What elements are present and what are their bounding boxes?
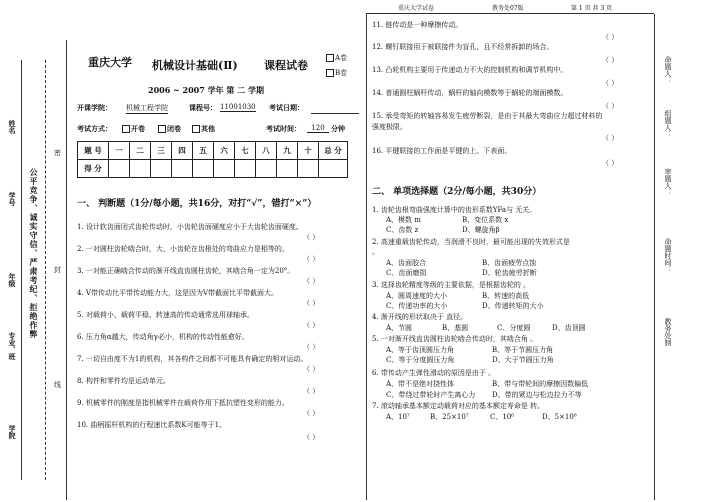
answer-paren: （ ）	[303, 387, 320, 395]
judge-item-9: 9. 机械零件的刚度是指机械零件在载荷作用下抵抗塑性变形的能力。	[77, 399, 289, 407]
judge-item-11: 11. 链传动是一种摩擦传动。	[372, 21, 463, 29]
score-cell[interactable]	[151, 160, 172, 178]
choice-option: D、大于节圆压力角	[492, 356, 554, 364]
score-cell[interactable]	[172, 160, 193, 178]
term: 2006 ~ 2007 学年 第 二 学期	[148, 85, 264, 95]
choice-option: D、传递转矩的大小	[482, 302, 544, 310]
judge-item-4: 4. V带传动比平带传动能力大，这是因为V带截面比平带截面大。	[77, 289, 279, 297]
judge-item-8: 8. 构件和零件均是运动单元。	[77, 377, 170, 385]
answer-paren: （ ）	[303, 277, 320, 285]
major-label: 专业、班	[8, 332, 17, 360]
exam-time-value: 120	[307, 124, 329, 133]
grade-header-cell: 六	[214, 142, 235, 160]
header-school: 重庆大学试卷	[398, 5, 435, 12]
course-name: 机械设计基础(Ⅱ)	[152, 59, 238, 72]
answer-paren: （ ）	[602, 56, 619, 64]
prop-time-label: 命题时间：	[664, 238, 672, 273]
score-cell[interactable]	[277, 160, 298, 178]
school-name: 重庆大学	[88, 56, 132, 69]
choice-option: D、5×10⁶	[542, 413, 577, 421]
dean-office-label: 教务处制	[664, 318, 672, 346]
exam-time-unit: 分钟	[331, 124, 345, 133]
judge-item-10: 10. 曲柄摇杆机构的行程速比系数K可能等于1。	[77, 421, 227, 429]
choice-q2-blank: 。	[372, 248, 379, 256]
answer-paren: （ ）	[303, 321, 320, 329]
course-code-label: 课程号：	[189, 103, 217, 112]
grade-label: 年级	[8, 273, 17, 287]
header-office: 教务处07版	[492, 5, 524, 12]
grade-header-cell: 九	[277, 142, 298, 160]
judge-item-7: 7. 一切自由度不为1的机构，其各构件之间都不可能具有确定的相对运动。	[77, 355, 308, 363]
grade-header-cell: 总 分	[319, 142, 348, 160]
choice-option: C、分度圆	[497, 324, 531, 332]
judge-item-15b: 强度极限。	[372, 123, 407, 131]
grade-header-cell: 七	[235, 142, 256, 160]
auditor-label: 审题人：	[664, 168, 672, 196]
choice-option: A、圆周速度的大小	[386, 292, 448, 300]
answer-paren: （ ）	[303, 365, 320, 373]
grade-header-cell: 题 号	[78, 142, 109, 160]
choice-option: B、基圆	[442, 324, 469, 332]
college-label: 开课学院：	[77, 103, 112, 112]
fold-xian: 线	[54, 381, 61, 389]
choice-q7: 7. 滚动轴承基本额定动载荷对应的基本额定寿命是 转。	[372, 402, 545, 410]
score-cell[interactable]	[193, 160, 214, 178]
mode-other: 其他	[192, 124, 215, 134]
choice-option: B、转速的高低	[482, 292, 530, 300]
paper-a: A卷	[326, 53, 347, 63]
choice-option: C、齿面磨损	[386, 269, 427, 277]
section1-heading: 一、 判断题（1分/每小题，共16分，对打“√”，错打“×”）	[77, 199, 317, 209]
choice-option: A、齿面胶合	[386, 259, 427, 267]
answer-paren: （ ）	[303, 433, 320, 441]
choice-option: B、等于节圆压力角	[492, 346, 554, 354]
answer-paren: （ ）	[303, 299, 320, 307]
choice-option: B、变位系数 x	[462, 216, 509, 224]
answer-paren: （ ）	[602, 134, 619, 142]
choice-option: B、齿面疲劳点蚀	[482, 259, 537, 267]
college-label: 学院	[8, 425, 17, 439]
judge-item-5: 5. 对载荷小、载荷平稳、转速高的传动通常选用球轴承。	[77, 311, 254, 319]
exam-date-label: 考试日期：	[269, 103, 304, 112]
mode-open: 开卷	[122, 124, 145, 134]
fold-mi: 密	[54, 149, 61, 157]
checkbox-icon	[326, 69, 334, 77]
course-code-value: 11001030	[220, 103, 256, 111]
score-cell[interactable]	[109, 160, 130, 178]
answer-paren: （ ）	[602, 33, 619, 41]
choice-option: C、齿数 z	[386, 226, 419, 234]
score-cell[interactable]	[214, 160, 235, 178]
grade-header-cell: 五	[193, 142, 214, 160]
choice-option: A、带不是绝对挠性体	[386, 380, 455, 388]
choice-q5: 5. 一对渐开线直齿圆柱齿轮啮合传动时，其啮合角 。	[372, 335, 538, 343]
judge-item-12: 12. 螺钉联接用于被联接件为盲孔，且不经常拆卸的场合。	[372, 43, 554, 51]
header-page: 第 1 页 共 3 页	[571, 5, 613, 12]
choice-option: D、齿顶圆	[552, 324, 586, 332]
choice-option: A、模数 m	[386, 216, 421, 224]
choice-q3: 3. 选择齿轮精度等级的主要依据，是根据齿轮的 。	[372, 281, 531, 289]
checkbox-icon	[158, 125, 166, 133]
choice-q4: 4. 渐开线的形状取决于 直径。	[372, 313, 468, 321]
choice-option: A、节圆	[386, 324, 413, 332]
title-suffix: 课程试卷	[264, 59, 308, 72]
answer-paren: （ ）	[602, 102, 619, 110]
grade-header-cell: 四	[172, 142, 193, 160]
choice-option: B、25×10⁷	[430, 413, 469, 421]
choice-option: D、轮齿疲劳折断	[482, 269, 537, 277]
checkbox-icon	[122, 125, 130, 133]
choice-option: C、传递功率的大小	[386, 302, 448, 310]
answer-paren: （ ）	[303, 343, 320, 351]
choice-option: B、带与带轮间的摩擦因数偏低	[492, 380, 589, 388]
score-cell[interactable]	[130, 160, 151, 178]
answer-paren: （ ）	[303, 255, 320, 263]
choice-option: C、等于分度圆压力角	[386, 356, 455, 364]
choice-q1: 1. 齿轮齿根弯曲强度计算中的齿形系数YFa与 无关。	[372, 206, 537, 214]
answer-paren: （ ）	[303, 409, 320, 417]
judge-item-1: 1. 设计软齿面闭式齿轮传动时，小齿轮齿面硬度应小于大齿轮齿面硬度。	[77, 223, 303, 231]
judge-item-14: 14. 普通圆柱蜗杆传动，蜗杆的轴向模数等于蜗轮的端面模数。	[372, 89, 568, 97]
reviewer-label: 组题人：	[664, 110, 672, 138]
fold-feng: 封	[54, 266, 61, 274]
checkbox-icon	[192, 125, 200, 133]
score-cell[interactable]	[319, 160, 348, 178]
choice-option: C、带绕过带轮时产生离心力	[386, 391, 476, 399]
choice-option: D、带的紧边与松边拉力不等	[492, 391, 582, 399]
exam-mode-label: 考试方式：	[77, 124, 112, 133]
judge-item-16: 16. 平键联接的工作面是平键的上、下表面。	[372, 147, 512, 155]
choice-q6: 6. 带传动产生弹性滑动的原因是由于 。	[372, 369, 496, 377]
paper-b: B卷	[326, 68, 347, 78]
section2-heading: 二、 单项选择题（2分/每小题，共30分）	[372, 187, 542, 197]
exam-time-label: 考试时间：	[266, 124, 301, 133]
judge-item-6: 6. 压力角α越大，传动角γ必小，机构的传动性能愈好。	[77, 333, 249, 341]
score-cell[interactable]	[256, 160, 277, 178]
grade-header-cell: 十	[298, 142, 319, 160]
student-id-label: 学号	[8, 192, 17, 206]
score-cell[interactable]	[298, 160, 319, 178]
answer-paren: （ ）	[602, 159, 619, 167]
choice-option: C、10⁶	[490, 413, 515, 421]
answer-paren: （ ）	[303, 233, 320, 241]
grade-header-cell: 二	[130, 142, 151, 160]
grade-header-cell: 八	[256, 142, 277, 160]
honesty-notice: 公平竞争、诚实守信、严肃考纪、拒绝作弊	[29, 168, 39, 339]
college-value: 机械工程学院	[126, 104, 168, 112]
student-name-label: 姓名	[8, 120, 17, 134]
judge-item-13: 13. 凸轮机构主要用于传递动力不大的控制机构和调节机构中。	[372, 66, 568, 74]
score-row-label: 得 分	[78, 160, 109, 178]
score-cell[interactable]	[235, 160, 256, 178]
judge-item-3: 3. 一对能正确啮合传动的渐开线直齿圆柱齿轮，其啮合角一定为20°。	[77, 267, 295, 275]
checkbox-icon	[326, 54, 334, 62]
judge-item-2: 2. 一对圆柱齿轮啮合时，大、小齿轮在齿根处的弯曲应力是相等的。	[77, 245, 289, 253]
mode-closed: 闭卷	[158, 124, 181, 134]
propositioner-label: 命题人：	[664, 56, 672, 84]
answer-paren: （ ）	[602, 79, 619, 87]
grade-header-cell: 三	[151, 142, 172, 160]
choice-q2: 2. 高速重载齿轮传动，当润滑不良时，最可能出现的失效形式是	[372, 238, 570, 246]
grade-table	[77, 141, 348, 178]
choice-option: A、10⁷	[386, 413, 410, 421]
choice-option: D、螺旋角β	[462, 226, 500, 234]
choice-option: A、等于齿顶圆压力角	[386, 346, 455, 354]
judge-item-15: 15. 承受弯矩的转轴容易发生疲劳断裂，是由于其最大弯曲应力超过材料的	[372, 112, 603, 120]
grade-header-cell: 一	[109, 142, 130, 160]
